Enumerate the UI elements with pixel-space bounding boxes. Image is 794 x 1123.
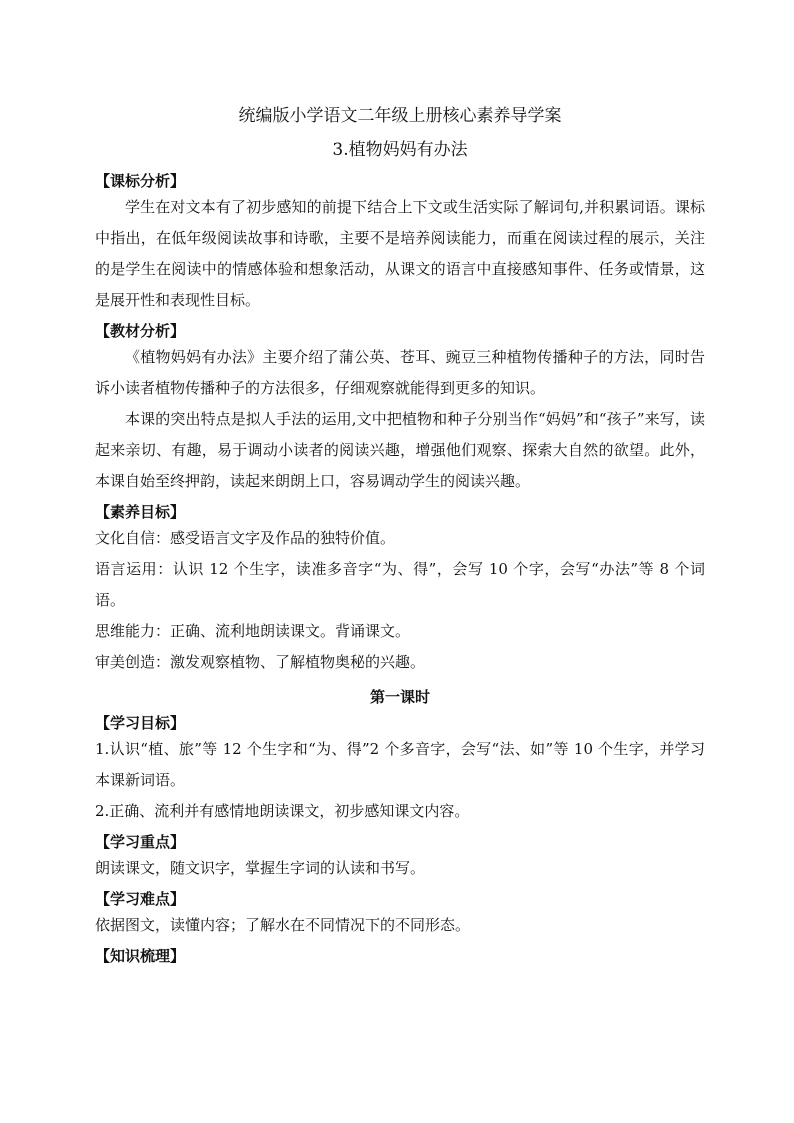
lesson-title: 3.植物妈妈有办法 bbox=[332, 140, 468, 160]
textbook-paragraph-2: 本课的突出特点是拟人手法的运用,文中把植物和种子分别当作“妈妈”和“孩子”来写，读起来亲切、有趣，易于调动小读者的阅读兴趣，增强他们观察、探索大自然的欲望。此外，本课自始至终押韵，读起来朗朗上口，容易调动学生的阅读兴趣。 bbox=[95, 410, 705, 490]
curriculum-paragraph: 学生在对文本有了初步感知的前提下结合上下文或生活实际了解词句,并积累词语。课标中指出，在低年级阅读故事和诗歌，主要不是培养阅读能力，而重在阅读过程的展示，关注的是学生在阅读中的情感体验和想象活动，从课文的语言中直接感知事件、任务或情景，这是展开性和表现性目标。 bbox=[95, 198, 705, 309]
goal-language-use: 语言运用：认识 12 个生字，读准多音字“为、得”，会写 10 个字，会写“办法”等 8 个词语。 bbox=[95, 560, 705, 609]
document-title: 统编版小学语文二年级上册核心素养导学案 bbox=[238, 106, 562, 126]
section-heading-knowledge: 【知识梳理】 bbox=[95, 947, 186, 965]
goal-thinking-ability: 思维能力：正确、流利地朗读课文。背诵课文。 bbox=[95, 622, 411, 640]
section-heading-curriculum: 【课标分析】 bbox=[95, 172, 186, 190]
goal-aesthetic-creation: 审美创造：激发观察植物、了解植物奥秘的兴趣。 bbox=[95, 653, 426, 671]
objective-item-1: 1.认识“植、旅”等 12 个生字和“为、得”2 个多音字，会写“法、如”等 10 个生字，并学习本课新词语。 bbox=[95, 740, 705, 789]
focus-text: 朗读课文，随文识字，掌握生字词的认读和书写。 bbox=[95, 859, 426, 877]
section-heading-focus: 【学习重点】 bbox=[95, 833, 186, 851]
section-heading-textbook: 【教材分析】 bbox=[95, 322, 186, 340]
section-heading-difficulty: 【学习难点】 bbox=[95, 890, 186, 908]
difficulty-text: 依据图文，读懂内容；了解水在不同情况下的不同形态。 bbox=[95, 916, 471, 934]
section-heading-objectives: 【学习目标】 bbox=[95, 714, 186, 732]
lesson-period-heading: 第一课时 bbox=[369, 688, 430, 706]
goal-cultural-confidence: 文化自信：感受语言文字及作品的独特价值。 bbox=[95, 529, 396, 547]
textbook-paragraph-1: 《植物妈妈有办法》主要介绍了蒲公英、苍耳、豌豆三种植物传播种子的方法，同时告诉小读者植物传播种子的方法很多，仔细观察就能得到更多的知识。 bbox=[95, 348, 705, 397]
document-content bbox=[95, 104, 705, 967]
section-heading-goals: 【素养目标】 bbox=[95, 503, 186, 521]
objective-item-2: 2.正确、流利并有感情地朗读课文，初步感知课文内容。 bbox=[95, 802, 470, 820]
